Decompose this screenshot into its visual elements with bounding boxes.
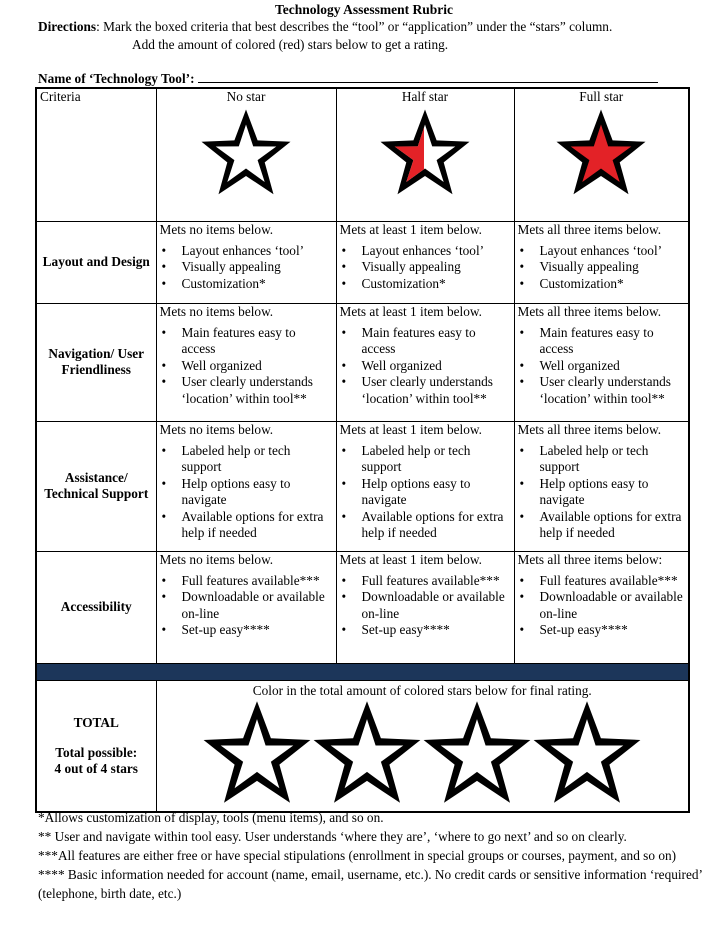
cell-heading: Mets all three items below. (517, 421, 662, 437)
rating-cell[interactable] (336, 221, 514, 303)
criteria-item: • Help options easy to navigate (540, 476, 686, 509)
criteria-item: • Well organized (182, 358, 333, 375)
cell-heading: Mets all three items below: (517, 551, 663, 567)
cell-heading: Mets no items below. (159, 303, 274, 319)
rating-cell[interactable] (514, 551, 689, 663)
directions-label: Directions (38, 19, 97, 34)
rating-star-icon[interactable] (198, 699, 316, 807)
criteria-item: • Downloadable or available on-line (362, 589, 511, 622)
divider-band (36, 663, 689, 680)
total-label: TOTAL (73, 714, 119, 730)
criteria-list (160, 325, 333, 408)
footnote: *Allows customization of display, tools (menu items), and so on. (38, 810, 384, 825)
total-possible: Total possible: (55, 744, 138, 760)
header-half-star[interactable] (336, 88, 514, 221)
header-criteria: Criteria (36, 88, 156, 221)
full-star-icon (556, 105, 646, 200)
criteria-list (160, 573, 333, 639)
criteria-row-layout-and-design (36, 221, 689, 303)
total-label-cell (36, 680, 156, 812)
tool-name-field[interactable] (38, 70, 658, 87)
criteria-item: • Help options easy to navigate (182, 476, 333, 509)
criteria-row-accessibility (36, 551, 689, 663)
rating-cell[interactable] (156, 221, 336, 303)
criteria-item: • Layout enhances ‘tool’ (540, 243, 686, 260)
criteria-item: • Full features available*** (362, 573, 511, 590)
rating-star-icon[interactable] (528, 699, 646, 807)
criteria-item: • Layout enhances ‘tool’ (182, 243, 333, 260)
criteria-item: • Labeled help or tech support (182, 443, 333, 476)
criteria-list (340, 243, 511, 293)
criteria-list (160, 243, 333, 293)
header-full-star-label: Full star (579, 89, 624, 104)
criteria-item: • Set-up easy**** (362, 622, 511, 639)
criteria-item: • Set-up easy**** (540, 622, 686, 639)
cell-heading: Mets all three items below. (517, 221, 662, 237)
rating-star-icon[interactable] (418, 699, 536, 807)
directions-line2: Add the amount of colored (red) stars below to get a rating. (132, 37, 449, 52)
rubric-table (35, 87, 690, 813)
header-no-star-label: No star (226, 89, 266, 104)
criteria-item: • Visually appealing (182, 259, 333, 276)
rating-cell[interactable] (336, 303, 514, 421)
criteria-list (160, 443, 333, 542)
page-title: Technology Assessment Rubric (274, 2, 454, 17)
divider-band-cell (36, 663, 689, 680)
criteria-item: • Set-up easy**** (182, 622, 333, 639)
criteria-item: • User clearly understands ‘location’ within tool** (182, 374, 333, 407)
criteria-item: • Labeled help or tech support (540, 443, 686, 476)
criteria-item: • Labeled help or tech support (362, 443, 511, 476)
directions-line1: : Mark the boxed criteria that best describes the “tool” or “application” under the “stars” column. (96, 19, 613, 34)
criteria-label: Navigation/ User Friendliness (36, 303, 156, 421)
directions (38, 18, 612, 54)
rating-cell[interactable] (514, 421, 689, 551)
cell-heading: Mets no items below. (159, 551, 274, 567)
criteria-item: • Visually appealing (540, 259, 686, 276)
rating-cell[interactable] (514, 221, 689, 303)
header-row (36, 88, 689, 221)
criteria-item: • Downloadable or available on-line (540, 589, 686, 622)
cell-heading: Mets at least 1 item below. (339, 303, 482, 319)
criteria-list (518, 243, 686, 293)
rating-cell[interactable] (336, 421, 514, 551)
half-star-icon (380, 105, 470, 200)
header-full-star[interactable] (514, 88, 689, 221)
footnote: ** User and navigate within tool easy. User understands ‘where they are’, ‘where to go next’ and so on clearly. (38, 829, 627, 844)
criteria-list (518, 325, 686, 408)
criteria-item: • Available options for extra help if needed (182, 509, 333, 542)
tool-name-blank-line[interactable] (198, 70, 658, 83)
criteria-list (340, 325, 511, 408)
rating-cell[interactable] (156, 551, 336, 663)
criteria-row-assistance-technical-support (36, 421, 689, 551)
cell-heading: Mets at least 1 item below. (339, 421, 482, 437)
criteria-label: Assistance/ Technical Support (36, 421, 156, 551)
criteria-label: Accessibility (36, 551, 156, 663)
criteria-list (340, 573, 511, 639)
header-half-star-label: Half star (401, 89, 449, 104)
criteria-item: • Visually appealing (362, 259, 511, 276)
total-possible-value: 4 out of 4 stars (54, 760, 138, 776)
criteria-item: • Available options for extra help if needed (362, 509, 511, 542)
total-row (36, 680, 689, 812)
criteria-item: • Help options easy to navigate (362, 476, 511, 509)
criteria-item: • Well organized (540, 358, 686, 375)
criteria-item: • Available options for extra help if needed (540, 509, 686, 542)
criteria-item: • Layout enhances ‘tool’ (362, 243, 511, 260)
rating-cell[interactable] (156, 303, 336, 421)
criteria-item: • User clearly understands ‘location’ within tool** (362, 374, 511, 407)
criteria-item: • Full features available*** (540, 573, 686, 590)
rating-cell[interactable] (156, 421, 336, 551)
rating-cell[interactable] (336, 551, 514, 663)
criteria-item: • Downloadable or available on-line (182, 589, 333, 622)
criteria-item: • Main features easy to access (362, 325, 511, 358)
criteria-item: • Customization* (540, 276, 686, 293)
cell-heading: Mets at least 1 item below. (339, 551, 482, 567)
header-no-star[interactable] (156, 88, 336, 221)
criteria-list (518, 443, 686, 542)
cell-heading: Mets all three items below. (517, 303, 662, 319)
criteria-row-navigation-user-friendliness (36, 303, 689, 421)
tool-name-colon: : (190, 71, 195, 86)
cell-heading: Mets at least 1 item below. (339, 221, 482, 237)
criteria-item: • User clearly understands ‘location’ within tool** (540, 374, 686, 407)
criteria-list (340, 443, 511, 542)
criteria-item: • Main features easy to access (182, 325, 333, 358)
criteria-item: • Customization* (362, 276, 511, 293)
cell-heading: Mets no items below. (159, 421, 274, 437)
final-rating-instruction: Color in the total amount of colored stars below for final rating. (252, 682, 592, 698)
rating-cell[interactable] (514, 303, 689, 421)
criteria-item: • Well organized (362, 358, 511, 375)
footnotes (38, 808, 718, 903)
rating-star-icon[interactable] (308, 699, 426, 807)
cell-heading: Mets no items below. (159, 221, 274, 237)
criteria-list (518, 573, 686, 639)
empty-star-icon (201, 105, 291, 200)
criteria-item: • Full features available*** (182, 573, 333, 590)
final-rating-cell (156, 680, 689, 812)
criteria-item: • Customization* (182, 276, 333, 293)
footnote: ***All features are either free or have special stipulations (enrollment in special groups or courses, payment, and so on) (38, 848, 677, 863)
criteria-label: Layout and Design (36, 221, 156, 303)
tool-name-label: Name of ‘Technology Tool’ (38, 71, 191, 86)
criteria-item: • Main features easy to access (540, 325, 686, 358)
footnote: **** Basic information needed for account (name, email, username, etc.). No credit cards or sensitive information ‘required’ (telephone, birth date, etc.) (38, 867, 702, 901)
final-rating-stars (160, 699, 686, 811)
